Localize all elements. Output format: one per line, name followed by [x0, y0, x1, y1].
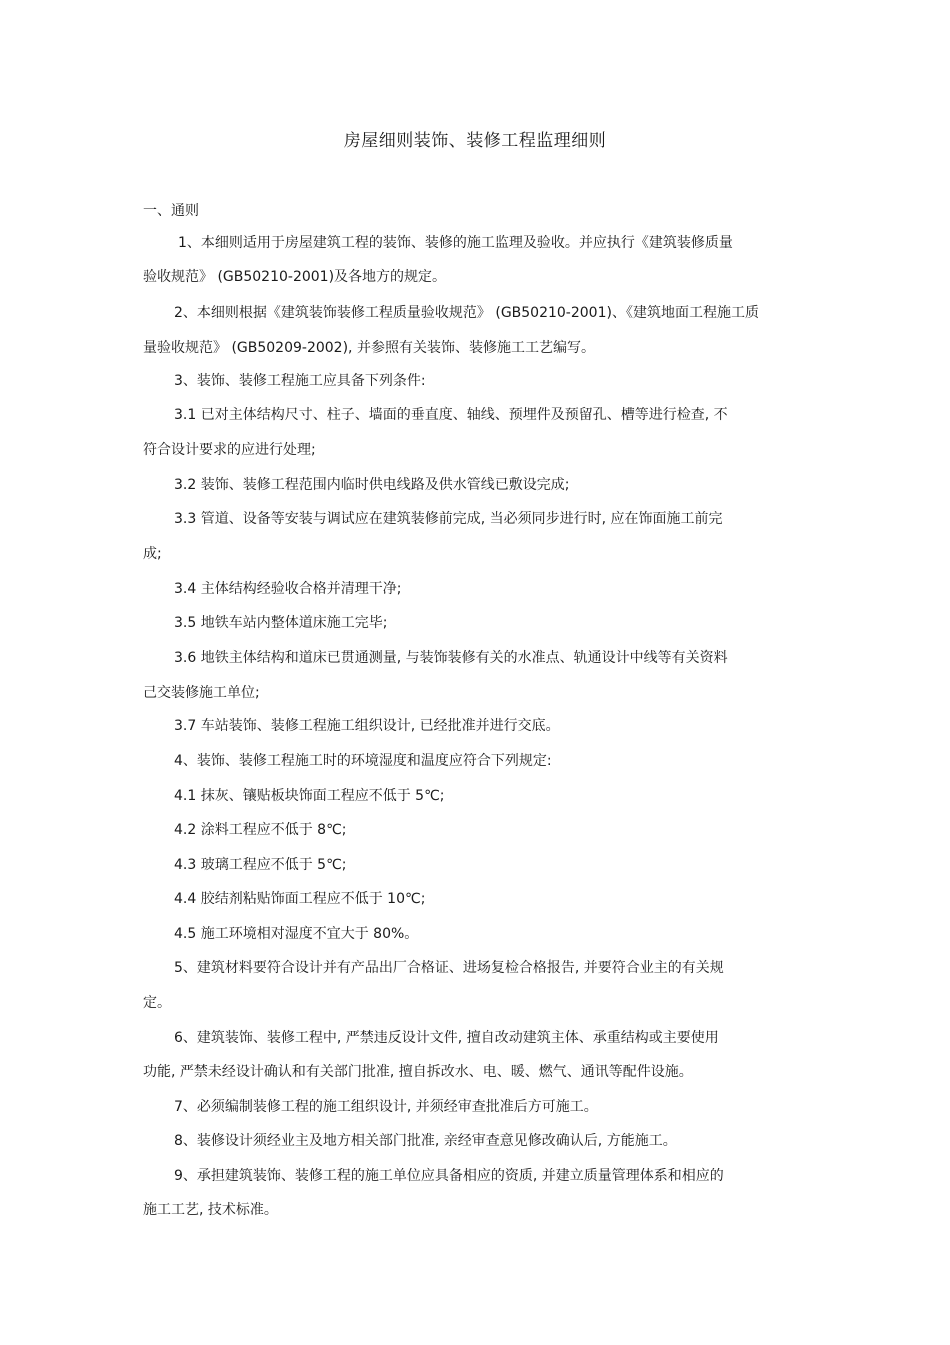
- paragraph-line: 成;: [143, 546, 162, 562]
- paragraph-line: 3.1 已对主体结构尺寸、柱子、墙面的垂直度、轴线、预埋件及预留孔、槽等进行检查, 不: [174, 407, 728, 423]
- paragraph-line: 符合设计要求的应进行处理;: [143, 442, 316, 458]
- paragraph-line: 施工工艺, 技术标准。: [143, 1202, 278, 1218]
- section-heading: 一、通则: [143, 203, 199, 219]
- paragraph-line: 8、装修设计须经业主及地方相关部门批准, 亲经审查意见修改确认后, 方能施工。: [174, 1133, 677, 1149]
- paragraph-line: 量验收规范》 (GB50209-2002), 并参照有关装饰、装修施工工艺编写。: [143, 340, 595, 356]
- paragraph-line: 3.3 管道、设备等安装与调试应在建筑装修前完成, 当必须同步进行时, 应在饰面施工前完: [174, 511, 723, 527]
- paragraph-line: 4.3 玻璃工程应不低于 5℃;: [174, 857, 347, 873]
- paragraph-line: 2、本细则根据《建筑装饰装修工程质量验收规范》 (GB50210-2001)、《建筑地面工程施工质: [174, 305, 759, 321]
- paragraph-line: 3.7 车站装饰、装修工程施工组织设计, 已经批准并进行交底。: [174, 718, 560, 734]
- paragraph-line: 验收规范》 (GB50210-2001)及各地方的规定。: [143, 269, 447, 285]
- paragraph-line: 7、必须编制装修工程的施工组织设计, 并须经审查批准后方可施工。: [174, 1099, 598, 1115]
- paragraph-line: 3.4 主体结构经验收合格并清理干净;: [174, 581, 402, 597]
- paragraph-line: 功能, 严禁未经设计确认和有关部门批准, 擅自拆改水、电、暖、燃气、通讯等配件设施。: [143, 1064, 693, 1080]
- paragraph-line: 3、装饰、装修工程施工应具备下列条件:: [174, 373, 426, 389]
- paragraph-line: 6、建筑装饰、装修工程中, 严禁违反设计文件, 擅自改动建筑主体、承重结构或主要使用: [174, 1030, 719, 1046]
- paragraph-line: 4.5 施工环境相对湿度不宜大于 80%。: [174, 926, 419, 942]
- paragraph-line: 3.2 装饰、装修工程范围内临时供电线路及供水管线已敷设完成;: [174, 477, 570, 493]
- paragraph-line: 定。: [143, 995, 171, 1011]
- paragraph-line: 4.2 涂料工程应不低于 8℃;: [174, 822, 347, 838]
- paragraph-line: 3.5 地铁车站内整体道床施工完毕;: [174, 615, 388, 631]
- paragraph-line: 5、建筑材料要符合设计并有产品出厂合格证、进场复检合格报告, 并要符合业主的有关规: [174, 960, 724, 976]
- paragraph-line: 1、本细则适用于房屋建筑工程的装饰、装修的施工监理及验收。并应执行《建筑装修质量: [178, 235, 733, 251]
- paragraph-line: 9、承担建筑装饰、装修工程的施工单位应具备相应的资质, 并建立质量管理体系和相应的: [174, 1168, 724, 1184]
- paragraph-line: 4.1 抹灰、镶贴板块饰面工程应不低于 5℃;: [174, 788, 445, 804]
- document-title: 房屋细则装饰、装修工程监理细则: [343, 131, 607, 151]
- paragraph-line: 3.6 地铁主体结构和道床已贯通测量, 与装饰装修有关的水准点、轨通设计中线等有关资料: [174, 650, 728, 666]
- paragraph-line: 4.4 胶结剂粘贴饰面工程应不低于 10℃;: [174, 891, 426, 907]
- paragraph-line: 4、装饰、装修工程施工时的环境湿度和温度应符合下列规定:: [174, 753, 552, 769]
- paragraph-line: 己交装修施工单位;: [143, 685, 260, 701]
